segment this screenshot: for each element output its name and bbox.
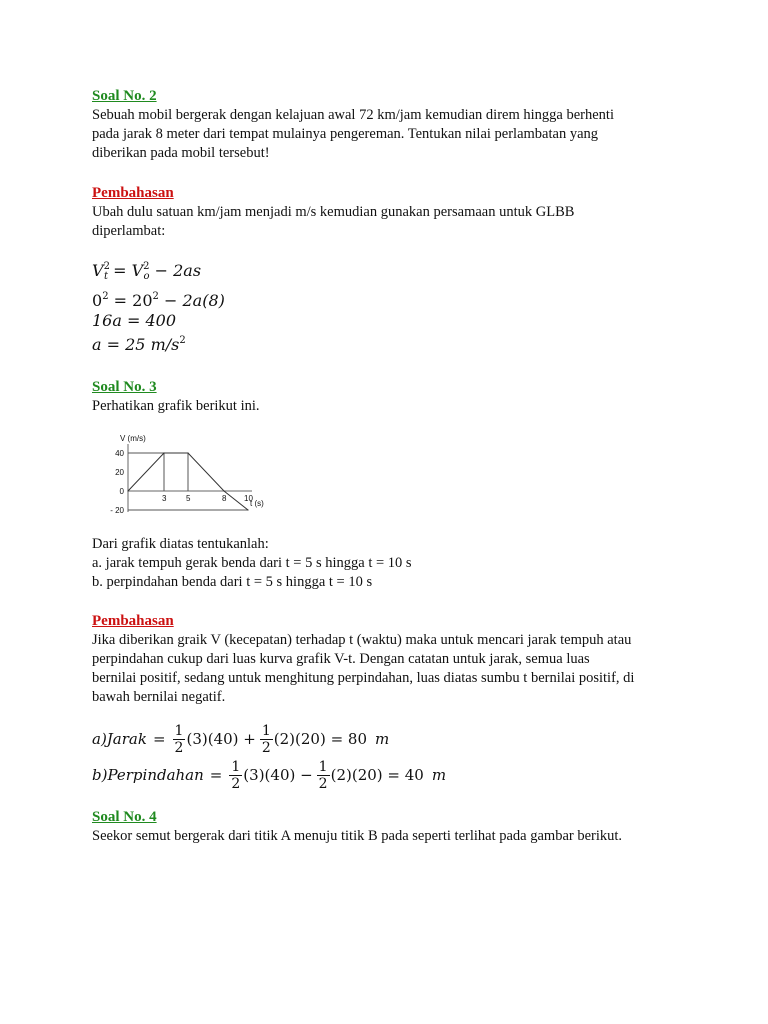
- soal-3-question: [92, 535, 692, 592]
- equation-2: $0^2 = 20^2 - 2a(8)$: [92, 291, 225, 310]
- answer-b-label: b)Perpindahan: [92, 766, 204, 784]
- text-line: bawah bernilai negatif.: [92, 689, 226, 705]
- fraction: $\frac{1}{2}$: [174, 722, 184, 756]
- data-point: [187, 452, 188, 453]
- y-tick-label: 20: [115, 468, 124, 477]
- soal-3-intro: Perhatikan grafik berikut ini.: [92, 398, 260, 414]
- y-tick-label: - 20: [110, 506, 124, 515]
- soal-3-heading: Soal No. 3: [92, 379, 157, 395]
- text-line: diperlambat:: [92, 223, 166, 239]
- data-point: [223, 490, 224, 491]
- text-line: Sebuah mobil bergerak dengan kelajuan awal 72 km/jam kemudian direm hingga berhenti: [92, 107, 614, 123]
- x-tick-label: 5: [186, 494, 191, 503]
- equation-3: 16a = 400: [92, 311, 177, 330]
- soal-2-pembahasan-heading: Pembahasan: [92, 185, 174, 201]
- question-item-a: a. jarak tempuh gerak benda dari t = 5 s hingga t = 10 s: [92, 555, 412, 571]
- x-tick-label: 8: [222, 494, 227, 503]
- data-point: [127, 490, 128, 491]
- soal-4-heading: Soal No. 4: [92, 809, 157, 825]
- question-item-b: b. perpindahan benda dari t = 5 s hingga t = 10 s: [92, 574, 373, 590]
- answer-a-label: a)Jarak: [92, 730, 147, 748]
- y-tick-label: 0: [119, 487, 124, 496]
- soal-3-pembahasan-text: [92, 631, 692, 707]
- y-tick-label: 40: [115, 449, 124, 458]
- soal-3-pembahasan-heading: Pembahasan: [92, 613, 174, 629]
- x-tick-label: 3: [162, 494, 167, 503]
- soal-4-text: Seekor semut bergerak dari titik A menuju titik B pada seperti terlihat pada gambar berikut.: [92, 828, 623, 844]
- data-point: [163, 452, 164, 453]
- text-line: pada jarak 8 meter dari tempat mulainya pengereman. Tentukan nilai perlambatan yang: [92, 126, 599, 142]
- text-line: Jika diberikan graik V (kecepatan) terhadap t (waktu) maka untuk mencari jarak tempuh atau: [92, 632, 632, 648]
- x-tick-label: 10: [244, 494, 253, 503]
- answer-a-equation: a)Jarak = $\frac{1}{2}$ (3)(40) + $\frac{1}{2}$ (2)(20) = 80 m: [92, 722, 390, 756]
- soal-2-text: [92, 106, 692, 163]
- text-line: bernilai positif, sedang untuk menghitung perpindahan, luas diatas sumbu t bernilai positif, di: [92, 670, 635, 686]
- y-axis-label: V (m/s): [120, 434, 146, 443]
- question-intro: Dari grafik diatas tentukanlah:: [92, 536, 269, 552]
- soal-2-heading: Soal No. 2: [92, 88, 157, 104]
- text-line: Ubah dulu satuan km/jam menjadi m/s kemudian gunakan persamaan untuk GLBB: [92, 204, 575, 220]
- answer-b-equation: b)Perpindahan = $\frac{1}{2}$ (3)(40) − $\frac{1}{2}$ (2)(20) = 40 m: [92, 758, 447, 792]
- equation-4: a = 25 $m/s^2$: [92, 335, 186, 354]
- document-page: [92, 86, 692, 846]
- glbb-equations: [92, 257, 692, 355]
- x-axis-label: t (s): [250, 499, 264, 508]
- fraction: $\frac{1}{2}$: [318, 758, 328, 792]
- soal-2-pembahasan-text: [92, 203, 692, 241]
- equation-1: $V^2t = V^2o - 2as$: [92, 261, 202, 282]
- text-line: diberikan pada mobil tersebut!: [92, 145, 270, 161]
- text-line: perpindahan cukup dari luas kurva grafik V-t. Dengan catatan untuk jarak, semua luas: [92, 651, 590, 667]
- fraction: $\frac{1}{2}$: [261, 722, 271, 756]
- data-point: [247, 509, 248, 510]
- fraction: $\frac{1}{2}$: [231, 758, 241, 792]
- velocity-time-chart: [100, 430, 300, 525]
